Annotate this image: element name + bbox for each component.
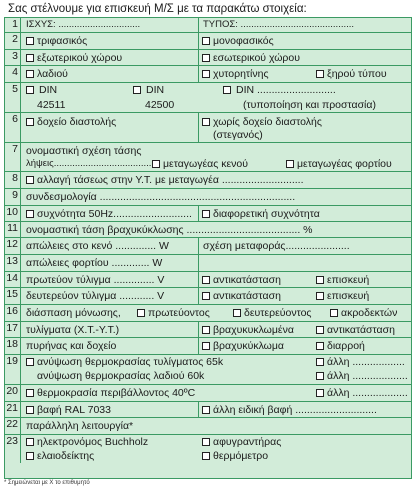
cast-resin-checkbox[interactable] [202, 70, 210, 78]
row-number: 10 [5, 206, 21, 221]
windings-replace-checkbox[interactable] [316, 326, 324, 334]
breakdown-primary-label: πρωτεύοντος [148, 307, 210, 319]
ambient-temp-other-label: άλλη ................... [327, 387, 408, 399]
three-phase-label: τριφασικός [37, 35, 88, 47]
vector-group-label: συνδεσμολογία ................................................................... [26, 191, 296, 203]
row-number: 15 [5, 288, 21, 304]
ambient-temp-checkbox[interactable] [26, 389, 34, 397]
winding-temp-rise-label: ανύψωση θερμοκρασίας τυλίγματος 65k [37, 356, 224, 368]
buchholz-relay-label: ηλεκτρονόμος Buchholz [37, 436, 149, 448]
power-field-label: ΙΣΧΥΣ: ............................... [26, 19, 141, 30]
special-paint-label: άλλη ειδική βαφή ............................ [213, 404, 377, 416]
load-losses-label: απώλειες φορτίου ............. W [26, 257, 163, 269]
taps-label: λήψεις..................................... [26, 158, 152, 169]
outdoor-label: εξωτερικού χώρου [37, 52, 123, 64]
winding-temp-rise-checkbox[interactable] [26, 358, 34, 366]
type-field-label: ΤΥΠΟΣ: ........................................... [203, 19, 355, 30]
form-row-6 [5, 113, 411, 143]
form-row-8 [5, 172, 411, 189]
form-row-13 [5, 255, 411, 272]
conservator-checkbox[interactable] [26, 118, 34, 126]
primary-replace-label: αντικατάσταση [213, 274, 281, 286]
special-paint-checkbox[interactable] [202, 406, 210, 414]
off-load-tap-changer-label: μεταγωγέας κενού [163, 158, 248, 170]
core-short-circuit-checkbox[interactable] [202, 342, 210, 350]
form-row-22 [5, 418, 411, 435]
din-42511-checkbox[interactable] [26, 86, 34, 94]
row-number: 22 [5, 418, 21, 434]
secondary-replace-checkbox[interactable] [202, 292, 210, 300]
on-load-tap-changer-label: μεταγωγέας φορτίου [297, 158, 392, 170]
off-load-tap-changer-checkbox[interactable] [152, 160, 160, 168]
windings-short-circuited-checkbox[interactable] [202, 326, 210, 334]
secondary-replace-label: αντικατάσταση [213, 290, 281, 302]
oil-level-indicator-label: ελαιοδείκτης [37, 450, 95, 462]
single-phase-label: μονοφασικός [213, 35, 274, 47]
secondary-winding-label: δευτερεύον τύλιγμα ............ V [26, 290, 165, 302]
rated-voltage-ratio-label: ονομαστική σχέση τάσης [26, 145, 142, 157]
breakdown-primary-checkbox[interactable] [137, 309, 145, 317]
form-row-2 [5, 33, 411, 50]
windings-label: τυλίγματα (Χ.Τ.-Υ.Τ.) [26, 324, 120, 336]
form-row-21 [5, 402, 411, 418]
frequency-50hz-label: συχνότητα 50Hz........................... [37, 208, 192, 220]
oil-temp-other-checkbox[interactable] [316, 372, 324, 380]
paint-ral-label: βαφή RAL 7033 [37, 404, 111, 416]
form-row-20 [5, 385, 411, 402]
din-label: DIN [146, 84, 165, 96]
row-number: 21 [5, 402, 21, 417]
breakdown-secondary-label: δευτερεύοντος [244, 307, 312, 319]
thermometer-label: θερμόμετρο [213, 450, 269, 462]
intro-text: Σας στέλνουμε για επισκευή Μ/Σ με τα παρακάτω στοιχεία: [8, 3, 307, 15]
tank-leak-checkbox[interactable] [316, 342, 324, 350]
form-row-3 [5, 50, 411, 66]
oil-label: λαδιού [37, 68, 68, 80]
row-number: 7 [5, 143, 21, 171]
footnote: * Σημειώνεται με Χ το επιθυμητό [4, 480, 90, 486]
windings-short-circuited-label: βραχυκυκλωμένα [213, 324, 294, 336]
insulation-breakdown-label: διάσπαση μόνωσης, [26, 307, 121, 319]
form-row-17 [5, 322, 411, 338]
form-row-7 [5, 143, 411, 172]
hv-tap-change-label: αλλαγή τάσεως στην Υ.Τ. με μεταγωγέα ............................ [37, 174, 304, 186]
row-number: 19 [5, 355, 21, 384]
form-row-23 [5, 435, 411, 463]
thermometer-checkbox[interactable] [202, 452, 210, 460]
core-short-circuit-label: βραχυκύκλωμα [213, 340, 284, 352]
primary-repair-label: επισκευή [327, 274, 370, 286]
form-row-9 [5, 189, 411, 206]
short-circuit-voltage-label: ονομαστική τάση βραχυκύκλωσης ....................................... % [26, 224, 313, 236]
breakdown-terminals-label: ακροδεκτών [341, 307, 398, 319]
row-number: 13 [5, 255, 21, 271]
row-number: 9 [5, 189, 21, 205]
oil-level-indicator-checkbox[interactable] [26, 452, 34, 460]
no-load-losses-label: απώλειες στο κενό .............. W [26, 240, 169, 252]
breakdown-secondary-checkbox[interactable] [233, 309, 241, 317]
tank-leak-label: διαρροή [327, 340, 365, 352]
other-frequency-checkbox[interactable] [202, 210, 210, 218]
form-row-18 [5, 338, 411, 355]
form-row-15 [5, 288, 411, 305]
row-number: 12 [5, 238, 21, 254]
form-row-1 [5, 18, 411, 33]
primary-repair-checkbox[interactable] [316, 276, 324, 284]
form-row-11 [5, 222, 411, 238]
single-phase-checkbox[interactable] [202, 37, 210, 45]
form-row-10 [5, 206, 411, 222]
row-number: 11 [5, 222, 21, 237]
cast-resin-label: χυτορητίνης [213, 68, 269, 80]
no-conservator-label: χωρίς δοχείο διαστολής [213, 116, 322, 128]
primary-replace-checkbox[interactable] [202, 276, 210, 284]
form-row-19 [5, 355, 411, 385]
transformation-ratio-label: σχέση μεταφοράς...................... [203, 240, 350, 252]
oil-temp-rise-label: ανύψωση θερμοκρασίας λαδιού 60k [37, 370, 205, 382]
din-other-checkbox[interactable] [223, 86, 231, 94]
form-row-14 [5, 272, 411, 288]
din-label: DIN [39, 84, 58, 96]
row-number: 14 [5, 272, 21, 287]
repair-form [4, 17, 412, 479]
winding-temp-other-label: άλλη .................. [327, 356, 405, 368]
secondary-repair-checkbox[interactable] [316, 292, 324, 300]
ambient-temp-label: θερμοκρασία περιβάλλοντος 40ºC [37, 387, 196, 399]
oil-checkbox[interactable] [26, 70, 34, 78]
secondary-repair-label: επισκευή [327, 290, 370, 302]
on-load-tap-changer-checkbox[interactable] [286, 160, 294, 168]
din-value-42511: 42511 [37, 99, 66, 111]
row-number: 20 [5, 385, 21, 401]
row-number: 18 [5, 338, 21, 354]
din-other-label: DIN ........................... [236, 84, 336, 96]
row-number: 3 [5, 50, 21, 65]
din-value-42500: 42500 [145, 99, 175, 111]
row-number: 2 [5, 33, 21, 49]
primary-winding-label: πρωτεύον τύλιγμα .............. V [26, 274, 165, 286]
sealed-label: (στεγανός) [213, 129, 263, 141]
hv-tap-change-checkbox[interactable] [26, 176, 34, 184]
row-number: 4 [5, 66, 21, 82]
dehydrating-breather-label: αφυγραντήρας [213, 436, 282, 448]
core-and-tank-label: πυρήνας και δοχείο [26, 340, 117, 352]
frequency-50hz-checkbox[interactable] [26, 210, 34, 218]
windings-replace-label: αντικατάσταση [327, 324, 395, 336]
dry-type-label: ξηρού τύπου [327, 68, 387, 80]
row-number: 6 [5, 113, 21, 142]
ambient-temp-other-checkbox[interactable] [316, 389, 324, 397]
row-number: 17 [5, 322, 21, 337]
row-number: 1 [5, 18, 21, 32]
row-number: 16 [5, 305, 21, 321]
outdoor-checkbox[interactable] [26, 54, 34, 62]
dry-type-checkbox[interactable] [316, 70, 324, 78]
winding-temp-other-checkbox[interactable] [316, 358, 324, 366]
parallel-operation-label: παράλληλη λειτουργία* [26, 420, 134, 432]
indoor-checkbox[interactable] [202, 54, 210, 62]
buchholz-relay-checkbox[interactable] [26, 438, 34, 446]
other-frequency-label: διαφορετική συχνότητα [213, 208, 320, 220]
three-phase-checkbox[interactable] [26, 37, 34, 45]
form-row-4 [5, 66, 411, 83]
form-row-16 [5, 305, 411, 322]
row-number: 23 [5, 435, 21, 463]
row-number: 5 [5, 83, 21, 112]
form-row-12 [5, 238, 411, 255]
din-42500-checkbox[interactable] [133, 86, 141, 94]
oil-temp-other-label: άλλη ................... [327, 370, 408, 382]
form-row-5 [5, 83, 411, 113]
paint-ral-checkbox[interactable] [26, 406, 34, 414]
row-number: 8 [5, 172, 21, 188]
din-note: (τυποποίηση και προστασία) [243, 99, 376, 111]
dehydrating-breather-checkbox[interactable] [202, 438, 210, 446]
no-conservator-checkbox[interactable] [202, 118, 210, 126]
conservator-label: δοχείο διαστολής [37, 116, 117, 128]
indoor-label: εσωτερικού χώρου [213, 52, 300, 64]
breakdown-terminals-checkbox[interactable] [330, 309, 338, 317]
